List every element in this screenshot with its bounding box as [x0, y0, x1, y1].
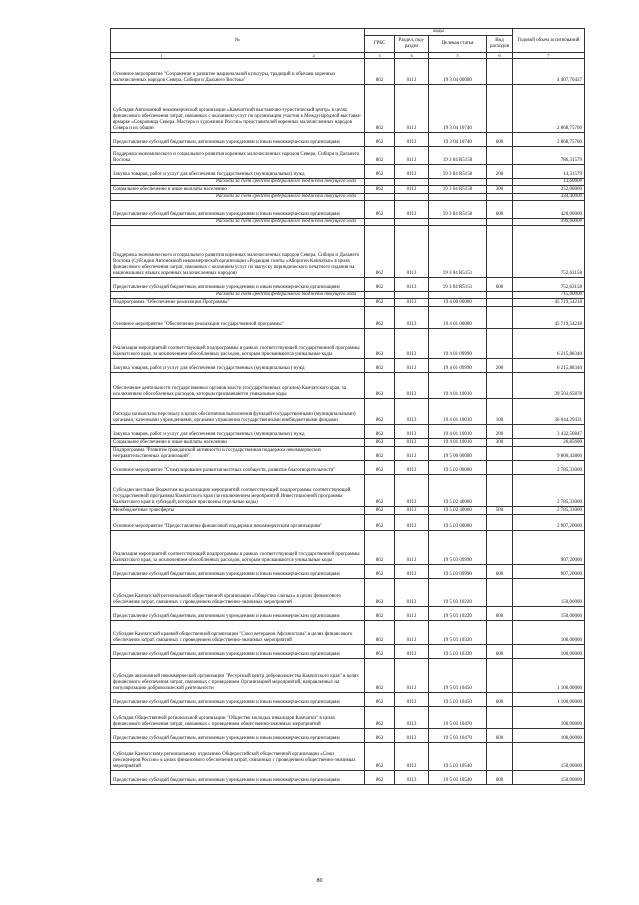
row-expense-type: 600: [487, 565, 513, 579]
row-name: Реализация мероприятий соответствующей подпрограммы в рамках соответствующей государственной программы Камчатского края, за исключением обособленных расходов, которым присваиваются уникальные коды: [111, 531, 365, 565]
row-name: Предоставление субсидий бюджетным, автономным учреждениям и иным некоммерческим организациям: [111, 693, 365, 707]
row-name: Предоставление субсидий бюджетным, автономным учреждениям и иным некоммерческим организациям: [111, 278, 365, 292]
header-number: №: [111, 29, 365, 53]
row-grbs: 862: [365, 565, 395, 579]
row-expense-type: [487, 447, 513, 461]
row-grbs: 862: [365, 165, 395, 179]
row-expense-type: [487, 219, 513, 226]
header-annual-volume: Годовой объем ассигнований: [513, 29, 585, 53]
col-number-label: 5: [429, 53, 487, 59]
row-target-article: 19 4 01 09990: [429, 329, 487, 359]
row-expense-type: 300: [487, 186, 513, 194]
row-target-article: 19 4 01 10010: [429, 373, 487, 399]
row-section: [395, 179, 429, 186]
row-amount: 752,63158: [513, 226, 585, 278]
row-name: Субсидия Камчатской региональной общественной организации «Общество слепых» в целях финансового обеспечения затрат, связанных с проведением общественно-значимых мероприятий: [111, 579, 365, 607]
row-amount: 26,85600: [513, 439, 585, 447]
row-amount: 752,63158: [513, 278, 585, 292]
row-amount: 1 100,00000: [513, 659, 585, 693]
table-row: [111, 707, 585, 729]
row-expense-type: [487, 292, 513, 299]
row-target-article: 19 3 04 R5150: [429, 147, 487, 165]
row-grbs: 862: [365, 299, 395, 307]
row-grbs: 862: [365, 226, 395, 278]
row-section: 0113: [395, 729, 429, 743]
row-section: 0113: [395, 165, 429, 179]
row-amount: 13,60000: [513, 179, 585, 186]
row-name: Поддержка экономического и социального развития коренных малочисленных народов Севера, Сибири и Дальнего Востока: [111, 147, 365, 165]
row-name: Расходы за счет средств федерального бюджета текущего года: [111, 219, 365, 226]
row-target-article: 19 5 03 10540: [429, 771, 487, 785]
header-target-article: Целевая статья: [429, 36, 487, 53]
row-target-article: 19 5 02 00000: [429, 461, 487, 475]
row-target-article: 19 4 01 10010: [429, 425, 487, 439]
row-section: 0113: [395, 771, 429, 785]
row-section: 0113: [395, 515, 429, 531]
row-target-article: 19 5 03 10220: [429, 607, 487, 621]
row-section: 0113: [395, 621, 429, 645]
row-section: 0113: [395, 439, 429, 447]
row-section: 0113: [395, 201, 429, 219]
table-row: [111, 621, 585, 645]
table-row: [111, 607, 585, 621]
row-section: 0113: [395, 475, 429, 507]
row-expense-type: [487, 659, 513, 693]
federal-budget-row: [111, 219, 585, 226]
row-grbs: 862: [365, 399, 395, 425]
row-expense-type: 100: [487, 399, 513, 425]
row-expense-type: [487, 307, 513, 329]
table-row: [111, 278, 585, 292]
row-name: Субсидия Камчатскому региональному отделению Общероссийской общественной организации «Союз пенсионеров России» в целях финансового обеспечения затрат, связанных с проведением общественно-значимых мероприятий: [111, 743, 365, 771]
row-target-article: [429, 194, 487, 201]
row-name: Субсидия Камчатской краевой общественной организации "Союз ветеранов Афганистана" в целях финансового обеспечения затрат, связанных с проведением общественно-значимых мероприятий: [111, 621, 365, 645]
row-section: 0113: [395, 425, 429, 439]
row-expense-type: [487, 373, 513, 399]
row-section: 0113: [395, 565, 429, 579]
row-grbs: [365, 194, 395, 201]
table-row: [111, 299, 585, 307]
row-name: Закупка товаров, работ и услуг для обеспечения государственных (муниципальных) нужд: [111, 425, 365, 439]
row-section: [395, 219, 429, 226]
row-grbs: 862: [365, 439, 395, 447]
row-expense-type: 600: [487, 201, 513, 219]
col-number-label: 7: [513, 53, 585, 59]
row-target-article: 19 4 01 00000: [429, 307, 487, 329]
table-row: [111, 475, 585, 507]
row-section: 0113: [395, 278, 429, 292]
row-name: Основное мероприятие "Стимулирование развития местных сообществ, развитие благотворительности": [111, 461, 365, 475]
row-grbs: 862: [365, 645, 395, 659]
row-expense-type: 600: [487, 645, 513, 659]
table-row: [111, 659, 585, 693]
row-target-article: 19 5 03 10450: [429, 659, 487, 693]
row-name: Социальное обеспечение и иные выплаты населению: [111, 439, 365, 447]
row-name: Закупка товаров, работ и услуг для обеспечения государственных (муниципальных) нужд: [111, 165, 365, 179]
row-name: Субсидии местным бюджетам на реализацию мероприятий соответствующей подпрограммы соответствующей государственной программы Камчатского края (за исключением мероприятий Инвестиционной программы Камчатского края и субсидий, которым присвоены отдельные коды): [111, 475, 365, 507]
row-section: 0113: [395, 299, 429, 307]
table-row: [111, 307, 585, 329]
row-section: 0113: [395, 85, 429, 133]
table-row: [111, 565, 585, 579]
row-grbs: 862: [365, 425, 395, 439]
row-expense-type: 200: [487, 425, 513, 439]
row-amount: 100,00000: [513, 729, 585, 743]
row-amount: 150,00000: [513, 771, 585, 785]
row-target-article: 19 5 03 10450: [429, 693, 487, 707]
row-section: [395, 292, 429, 299]
row-target-article: 19 4 01 10010: [429, 439, 487, 447]
row-amount: 45 719,54218: [513, 299, 585, 307]
row-expense-type: 500: [487, 507, 513, 515]
row-target-article: 19 5 03 10540: [429, 743, 487, 771]
row-section: 0113: [395, 707, 429, 729]
row-expense-type: [487, 194, 513, 201]
row-amount: 150,00000: [513, 607, 585, 621]
table-row: [111, 743, 585, 771]
table-row: [111, 461, 585, 475]
row-expense-type: 600: [487, 729, 513, 743]
row-name: Закупка товаров, работ и услуг для обеспечения государственных (муниципальных) нужд: [111, 359, 365, 373]
row-name: Основное мероприятие "Предоставление финансовой поддержки некоммерческим организациям": [111, 515, 365, 531]
row-grbs: 862: [365, 621, 395, 645]
row-grbs: 862: [365, 707, 395, 729]
row-grbs: 862: [365, 659, 395, 693]
row-section: 0113: [395, 186, 429, 194]
row-section: 0113: [395, 461, 429, 475]
row-amount: 3 432,50847: [513, 425, 585, 439]
row-amount: 907,20000: [513, 565, 585, 579]
row-grbs: 862: [365, 507, 395, 515]
col-number-label: 3: [365, 53, 395, 59]
table-row: [111, 201, 585, 219]
row-target-article: 19 4 01 09990: [429, 359, 487, 373]
row-expense-type: [487, 461, 513, 475]
row-target-article: 19 4 01 10010: [429, 399, 487, 425]
header-codes: коды: [365, 29, 513, 36]
row-amount: 45 719,54218: [513, 307, 585, 329]
row-name: Предоставление субсидий бюджетным, автономным учреждениям и иным некоммерческим организациям: [111, 565, 365, 579]
table-row: [111, 447, 585, 461]
header-grbs: ГРБС: [365, 36, 395, 53]
row-expense-type: 200: [487, 359, 513, 373]
row-target-article: [429, 179, 487, 186]
row-target-article: 19 4 00 00000: [429, 299, 487, 307]
row-expense-type: 200: [487, 165, 513, 179]
row-section: 0113: [395, 659, 429, 693]
row-section: 0113: [395, 507, 429, 515]
table-row: [111, 693, 585, 707]
table-row: [111, 507, 585, 515]
row-expense-type: 600: [487, 607, 513, 621]
table-row: [111, 729, 585, 743]
row-expense-type: 600: [487, 771, 513, 785]
row-amount: 2 868,75700: [513, 133, 585, 147]
table-row: [111, 165, 585, 179]
row-amount: 9 806,43800: [513, 447, 585, 461]
row-expense-type: [487, 621, 513, 645]
row-grbs: 862: [365, 579, 395, 607]
row-amount: 715,00000: [513, 292, 585, 299]
row-name: Основное мероприятие "Сохранение и развитие национальной культуры, традиций и обычаев коренных малочисленных народов Севера, Сибири и Дальнего Востока": [111, 59, 365, 85]
header-expense-type: Вид расходов: [487, 36, 513, 53]
row-name: Подпрограмма "Развитие гражданской активности и государственная поддержка некоммерческих неправительственных организаций": [111, 447, 365, 461]
row-grbs: 862: [365, 85, 395, 133]
row-grbs: 862: [365, 329, 395, 359]
row-section: 0113: [395, 359, 429, 373]
budget-table: [110, 28, 585, 785]
row-target-article: 19 5 03 00000: [429, 515, 487, 531]
row-name: Предоставление субсидий бюджетным, автономным учреждениям и иным некоммерческим организациям: [111, 729, 365, 743]
row-target-article: 19 5 02 40060: [429, 475, 487, 507]
table-row: [111, 439, 585, 447]
row-section: 0113: [395, 531, 429, 565]
row-expense-type: [487, 515, 513, 531]
row-target-article: 19 3 04 R5151: [429, 278, 487, 292]
row-grbs: 862: [365, 133, 395, 147]
row-grbs: 862: [365, 201, 395, 219]
row-expense-type: [487, 329, 513, 359]
table-row: [111, 147, 585, 165]
row-grbs: 862: [365, 461, 395, 475]
row-name: Подпрограмма "Обеспечение реализации Программы": [111, 299, 365, 307]
row-amount: 150,00000: [513, 743, 585, 771]
row-name: Расходы за счет средств федерального бюджета текущего года: [111, 194, 365, 201]
row-name: Расходы на выплаты персоналу в целях обеспечения выполнения функций государственными (муниципальными) органами, казенными учреждениями, органами управления государственными внебюджетными фондами: [111, 399, 365, 425]
federal-budget-row: [111, 194, 585, 201]
row-name: Основное мероприятие "Обеспечение реализации государственной программы": [111, 307, 365, 329]
row-grbs: 862: [365, 475, 395, 507]
row-grbs: [365, 179, 395, 186]
row-section: [395, 194, 429, 201]
row-amount: 352,00000: [513, 186, 585, 194]
row-amount: 907,20000: [513, 531, 585, 565]
table-row: [111, 85, 585, 133]
row-name: Реализация мероприятий соответствующей подпрограммы в рамках соответствующей государственной программы Камчатского края, за исключением обособленных расходов, которым присваиваются уникальные коды: [111, 329, 365, 359]
row-name: Субсидия Автономной некоммерческой организации «Камчатский выставочно-туристический центр» в целях финансового обеспечения затрат, связанных с оказанием услуг по организации участия в Международной выставке-ярмарке «Сокровища Севера. Мастера и художники России» представителей коренных малочисленных народов Севера и их общин: [111, 85, 365, 133]
row-grbs: 862: [365, 447, 395, 461]
row-name: Предоставление субсидий бюджетным, автономным учреждениям и иным некоммерческим организациям: [111, 133, 365, 147]
col-number-label: 1 2: [111, 53, 365, 59]
row-target-article: 19 3 04 00000: [429, 59, 487, 85]
row-amount: 100,00000: [513, 621, 585, 645]
row-amount: 100,00000: [513, 645, 585, 659]
row-amount: 420,00000: [513, 201, 585, 219]
row-amount: 150,00000: [513, 579, 585, 607]
row-expense-type: 300: [487, 439, 513, 447]
row-target-article: 19 3 04 R5150: [429, 201, 487, 219]
row-amount: 14,31579: [513, 165, 585, 179]
row-target-article: 19 5 03 10320: [429, 645, 487, 659]
row-amount: 6 215,88340: [513, 359, 585, 373]
row-amount: 2 868,75700: [513, 85, 585, 133]
row-expense-type: [487, 531, 513, 565]
row-target-article: 19 5 03 09990: [429, 565, 487, 579]
table-row: [111, 515, 585, 531]
row-expense-type: [487, 226, 513, 278]
row-grbs: 862: [365, 278, 395, 292]
row-expense-type: [487, 579, 513, 607]
row-name: Поддержка экономического и социального развития коренных малочисленных народов Севера, Сибири и Дальнего Востока (Субсидия Автономной некоммерческой организации «Редакция газеты «Абориген Камчатки» в целях финансового обеспечения затрат, связанных с оказанием услуг по выпуску периодического печатного издания на национальных языках коренных малочисленных народов): [111, 226, 365, 278]
row-section: 0113: [395, 645, 429, 659]
table-row: [111, 359, 585, 373]
table-row: [111, 645, 585, 659]
row-grbs: 862: [365, 515, 395, 531]
row-section: 0113: [395, 226, 429, 278]
row-section: 0113: [395, 373, 429, 399]
row-expense-type: [487, 743, 513, 771]
row-target-article: 19 5 03 10220: [429, 579, 487, 607]
col-number-label: 6: [487, 53, 513, 59]
row-amount: 2 785,33000: [513, 461, 585, 475]
col-number-label: 4: [395, 53, 429, 59]
row-target-article: 19 5 03 10470: [429, 707, 487, 729]
row-amount: 2 907,20000: [513, 515, 585, 531]
table-row: [111, 329, 585, 359]
row-target-article: [429, 292, 487, 299]
table-row: [111, 579, 585, 607]
row-expense-type: [487, 707, 513, 729]
row-section: 0113: [395, 447, 429, 461]
row-expense-type: [487, 299, 513, 307]
row-name: Предоставление субсидий бюджетным, автономным учреждениям и иным некоммерческим организациям: [111, 607, 365, 621]
row-expense-type: [487, 85, 513, 133]
federal-budget-row: [111, 292, 585, 299]
row-target-article: 19 3 04 R5150: [429, 165, 487, 179]
row-amount: 399,00000: [513, 219, 585, 226]
row-grbs: [365, 292, 395, 299]
row-amount: 2 785,33000: [513, 507, 585, 515]
row-name: Субсидия Общественной региональной организации "Общество молодых инвалидов Камчатки" в целях финансового обеспечения затрат, связанных с проведением общественно-значимых мероприятий: [111, 707, 365, 729]
row-target-article: 19 5 03 10320: [429, 621, 487, 645]
row-grbs: 862: [365, 59, 395, 85]
row-target-article: 19 5 03 09990: [429, 531, 487, 565]
table-row: [111, 186, 585, 194]
row-section: 0113: [395, 329, 429, 359]
row-amount: 2 785,33000: [513, 475, 585, 507]
row-expense-type: [487, 179, 513, 186]
row-grbs: 862: [365, 531, 395, 565]
row-target-article: 19 5 02 40060: [429, 507, 487, 515]
table-row: [111, 133, 585, 147]
row-expense-type: 600: [487, 133, 513, 147]
row-amount: 334,40000: [513, 194, 585, 201]
row-grbs: [365, 219, 395, 226]
row-target-article: 19 3 04 R5151: [429, 226, 487, 278]
row-amount: 786,31579: [513, 147, 585, 165]
row-section: 0113: [395, 307, 429, 329]
row-name: Предоставление субсидий бюджетным, автономным учреждениям и иным некоммерческим организациям: [111, 771, 365, 785]
row-expense-type: [487, 59, 513, 85]
row-name: Предоставление субсидий бюджетным, автономным учреждениям и иным некоммерческим организациям: [111, 201, 365, 219]
row-expense-type: [487, 147, 513, 165]
row-grbs: 862: [365, 373, 395, 399]
row-amount: 100,00000: [513, 707, 585, 729]
row-amount: 39 503,65878: [513, 373, 585, 399]
table-row: [111, 373, 585, 399]
row-amount: 6 215,88340: [513, 329, 585, 359]
table-row: [111, 425, 585, 439]
row-name: Предоставление субсидий бюджетным, автономным учреждениям и иным некоммерческим организациям: [111, 645, 365, 659]
federal-budget-row: [111, 179, 585, 186]
row-target-article: 19 5 00 00000: [429, 447, 487, 461]
table-row: [111, 771, 585, 785]
row-grbs: 862: [365, 771, 395, 785]
row-name: Расходы за счет средств федерального бюджета текущего года: [111, 179, 365, 186]
row-section: 0113: [395, 399, 429, 425]
row-amount: 4 407,70437: [513, 59, 585, 85]
row-expense-type: 600: [487, 693, 513, 707]
row-target-article: 19 3 04 R5150: [429, 186, 487, 194]
row-grbs: 862: [365, 693, 395, 707]
row-name: Социальное обеспечение и иные выплаты населению: [111, 186, 365, 194]
table-row: [111, 59, 585, 85]
row-section: 0113: [395, 743, 429, 771]
row-grbs: 862: [365, 307, 395, 329]
row-name: Субсидия автономной некоммерческой организации "Ресурсный центр добровольчества Камчатского края" в целях финансового обеспечения затрат, связанных с проведением Организацией мероприятий, направленных на популяризацию добровольческой деятельности: [111, 659, 365, 693]
row-section: 0113: [395, 59, 429, 85]
row-amount: 1 100,00000: [513, 693, 585, 707]
header-section: Раздел, под-раздел: [395, 36, 429, 53]
row-section: 0113: [395, 693, 429, 707]
row-section: 0113: [395, 607, 429, 621]
row-grbs: 862: [365, 359, 395, 373]
row-target-article: 19 5 03 10470: [429, 729, 487, 743]
row-section: 0113: [395, 579, 429, 607]
row-target-article: 19 3 04 10740: [429, 85, 487, 133]
row-name: Обеспечение деятельности государственных органов власти (государственных органов) Камчатского края, за исключением обособленных расходов, которым присваиваются уникальные коды: [111, 373, 365, 399]
row-grbs: 862: [365, 743, 395, 771]
row-expense-type: 600: [487, 278, 513, 292]
row-section: 0113: [395, 133, 429, 147]
row-grbs: 862: [365, 147, 395, 165]
row-grbs: 862: [365, 607, 395, 621]
row-name: Расходы за счет средств федерального бюджета текущего года: [111, 292, 365, 299]
table-row: [111, 531, 585, 565]
row-expense-type: [487, 475, 513, 507]
row-target-article: [429, 219, 487, 226]
row-amount: 36 044,29431: [513, 399, 585, 425]
table-row: [111, 226, 585, 278]
table-body: [111, 59, 585, 785]
row-section: 0113: [395, 147, 429, 165]
row-grbs: 862: [365, 186, 395, 194]
row-name: Межбюджетные трансферты: [111, 507, 365, 515]
page-number: 80: [316, 878, 323, 884]
row-target-article: 19 3 04 10740: [429, 133, 487, 147]
row-grbs: 862: [365, 729, 395, 743]
table-row: [111, 399, 585, 425]
